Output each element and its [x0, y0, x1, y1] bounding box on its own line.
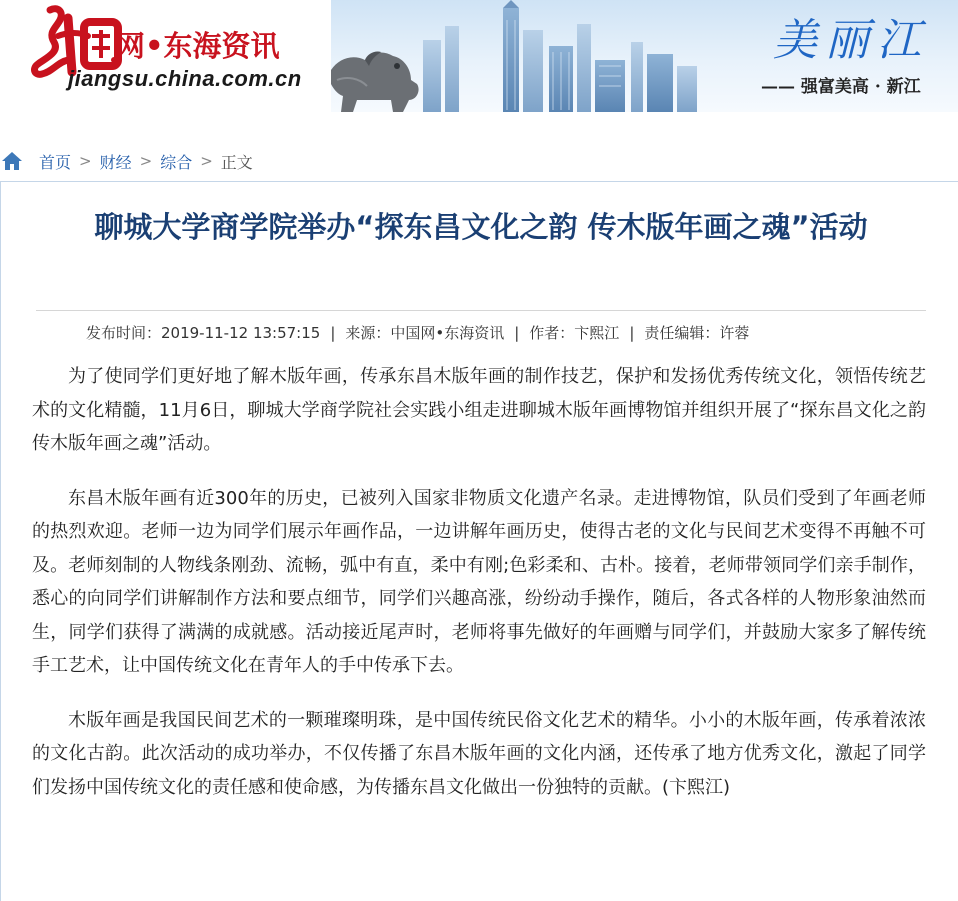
header-banner: [331, 0, 958, 112]
banner-slogan-title: 美丽江: [773, 15, 929, 66]
article-source: 来源：中国网•东海资讯: [345, 324, 505, 342]
article-paragraph: 为了使同学们更好地了解木版年画，传承东昌木版年画的制作技艺，保护和发扬优秀传统文化，领悟传统艺术的文化精髓，11月6日，聊城大学商学院社会实践小组走进聊城木版年画博物馆并组织开展了“探东昌文化之韵 传木版年画之魂”活动。: [32, 366, 926, 454]
breadcrumb-link-finance[interactable]: 财经: [99, 152, 132, 172]
meta-separator: |: [629, 324, 635, 342]
meta-separator: |: [514, 324, 520, 342]
article-frame-top-border: [0, 181, 958, 182]
breadcrumb-link-general[interactable]: 综合: [160, 152, 193, 172]
logo-site-url: jiangsu.china.com.cn: [68, 66, 302, 91]
article-author: 作者：卞熙江: [529, 324, 620, 342]
chevron-right-icon: >: [139, 152, 153, 170]
article-frame-left-border: [0, 181, 1, 901]
title-divider: [36, 310, 926, 311]
publish-time: 发布时间：2019-11-12 13:57:15: [86, 324, 321, 342]
breadcrumb: [0, 148, 253, 174]
chevron-right-icon: >: [200, 152, 213, 170]
site-logo[interactable]: [28, 2, 328, 110]
breadcrumb-current: 正文: [220, 152, 253, 172]
breadcrumb-link-home[interactable]: 首页: [39, 152, 72, 172]
article-paragraph: 木版年画是我国民间艺术的一颗璀璨明珠，是中国传统民俗文化艺术的精华。小小的木版年画，传承着浓浓的文化古韵。此次活动的成功举办，不仅传播了东昌木版年画的文化内涵，还传承了地方优秀文化，激起了同学们发扬中国传统文化的责任感和使命感，为传播东昌文化做出一份独特的贡献。(卞熙江): [32, 709, 926, 798]
logo-site-name: 网•东海资讯: [116, 29, 280, 63]
banner-slogan-subtitle: —— 强富美高 · 新江: [761, 77, 921, 97]
article-paragraph: 东昌木版年画有近300年的历史，已被列入国家非物质文化遗产名录。走进博物馆，队员们受到了年画老师的热烈欢迎。老师一边为同学们展示年画作品，一边讲解年画历史，使得古老的文化与民间艺术变得不再触不可及。老师刻制的人物线条刚劲、流畅，弧中有直，柔中有刚;色彩柔和、古朴。接着，老师带领同学们亲手制作，悉心的向同学们讲解制作方法和要点细节，同学们兴趣高涨，纷纷动手操作，随后，各式各样的人物形象油然而生，同学们获得了满满的成就感。活动接近尾声时，老师将事先做好的年画赠与同学们，并鼓励大家多了解传统手工艺术，让中国传统文化在青年人的手中传承下去。: [32, 487, 926, 676]
home-icon[interactable]: [1, 150, 23, 172]
article-editor: 责任编辑：许蓉: [644, 324, 750, 342]
site-header: [0, 0, 958, 112]
article-title: 聊城大学商学院举办“探东昌文化之韵 传木版年画之魂”活动: [94, 210, 868, 244]
article-meta: [86, 322, 749, 344]
chevron-right-icon: >: [79, 152, 92, 170]
meta-separator: |: [330, 324, 336, 342]
article-body: [32, 360, 926, 825]
